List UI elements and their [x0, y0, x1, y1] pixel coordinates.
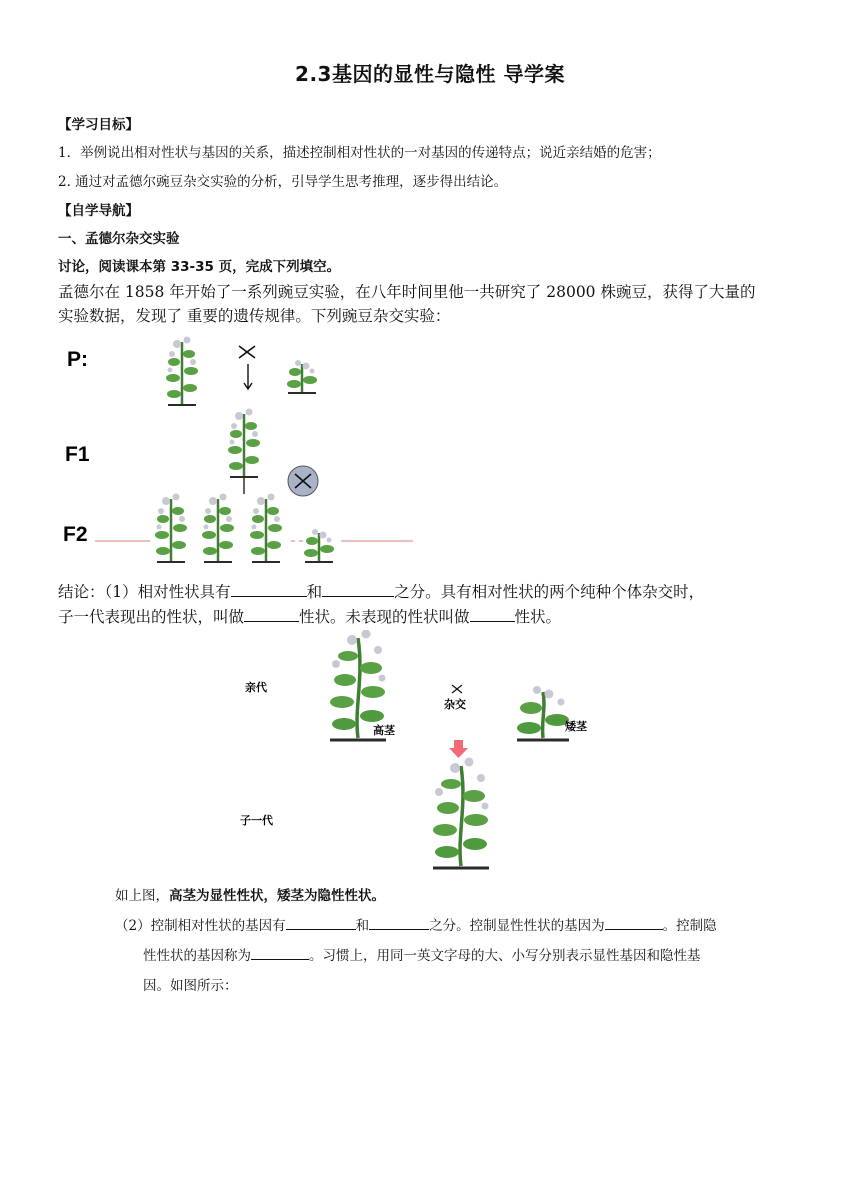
- q2-text-c: 之分。控制显性性状的基因为: [429, 918, 605, 934]
- cross-mark-p: [239, 346, 255, 358]
- f2-dwarf-plant: [304, 529, 334, 562]
- blank-6[interactable]: [369, 914, 429, 930]
- conclusion-text-d: 子一代表现出的性状，叫做: [58, 608, 245, 626]
- f1-tall-plant: [228, 409, 260, 478]
- self-cross-icon: [288, 466, 318, 496]
- note-prefix: 如上图，: [115, 888, 169, 904]
- q2-text-b: 和: [355, 918, 370, 934]
- tall-short-figure: [225, 630, 625, 875]
- q2-text-e: 性性状的基因称为: [143, 948, 251, 964]
- parent-label: 亲代: [245, 681, 267, 694]
- pink-down-arrow-icon: [449, 740, 468, 758]
- conclusion-text-a: 结论：（1）相对性状具有: [58, 583, 231, 601]
- conclusion-text-c: 之分。具有相对性状的两个纯种个体杂交时，: [394, 583, 705, 601]
- q2-line-2: [143, 944, 701, 964]
- label-f2: F2: [63, 523, 88, 546]
- conclusion-text-b: 和: [306, 583, 323, 601]
- conclusion-line-1: [58, 580, 704, 604]
- short-label: 矮茎: [565, 720, 587, 733]
- note-line: [115, 884, 385, 904]
- offspring-label: 子一代: [240, 814, 273, 827]
- blank-5[interactable]: [286, 914, 356, 930]
- q2-line-1: [115, 914, 717, 934]
- pea-cross-figure: [55, 328, 425, 568]
- nav-heading: 【自学导航】: [58, 203, 139, 219]
- page-title: 2.3基因的显性与隐性 导学案: [295, 62, 565, 86]
- tall-label: 高茎: [373, 724, 395, 737]
- label-f1: F1: [65, 443, 90, 466]
- intro-line-2: 实验数据，发现了 重要的遗传规律。下列豌豆杂交实验：: [58, 307, 451, 325]
- goal-1: 1．举例说出相对性状与基因的关系，描述控制相对性状的一对基因的传递特点；说近亲结婚的危害；: [58, 145, 661, 161]
- goal-2: 2. 通过对孟德尔豌豆杂交实验的分析，引导学生思考推理，逐步得出结论。: [58, 174, 508, 190]
- q2-text-a: （2）控制相对性状的基因有: [115, 918, 286, 934]
- q2-line-3: 因。如图所示：: [143, 978, 238, 994]
- blank-8[interactable]: [251, 944, 309, 960]
- conclusion-line-2: [58, 605, 561, 629]
- conclusion-text-e: 性状。未表现的性状叫做: [299, 608, 470, 626]
- blank-1[interactable]: [231, 581, 307, 597]
- cross-label: 杂交: [444, 698, 466, 711]
- blank-7[interactable]: [605, 914, 663, 930]
- f2-tall-plant-1: [155, 494, 187, 563]
- note-bold: 高茎为显性性状，矮茎为隐性性状。: [169, 888, 385, 904]
- cross-mark-2: [452, 685, 462, 693]
- p-dwarf-plant: [287, 360, 317, 393]
- p-tall-plant: [166, 337, 198, 406]
- q2-text-d: 。控制隐: [662, 918, 717, 934]
- blank-3[interactable]: [244, 606, 299, 622]
- label-p: P:: [67, 348, 88, 371]
- short-parent-plant: [517, 686, 569, 740]
- q2-text-f: 。习惯上，用同一英文字母的大、小写分别表示显性基因和隐性基: [309, 948, 701, 964]
- conclusion-text-f: 性状。: [514, 608, 562, 626]
- part1-heading: 一、孟德尔杂交实验: [58, 231, 180, 247]
- offspring-tall-plant: [433, 758, 489, 869]
- goals-heading: 【学习目标】: [58, 117, 139, 133]
- intro-line-1: 孟德尔在 1858 年开始了一系列豌豆实验，在八年时间里他一共研究了 28000 株豌豆，获得了大量的: [58, 283, 756, 301]
- blank-2[interactable]: [322, 581, 394, 597]
- discussion-line: 讨论，阅读课本第 33-35 页，完成下列填空。: [58, 259, 341, 275]
- f2-tall-plant-3: [250, 494, 282, 563]
- f2-tall-plant-2: [202, 494, 234, 563]
- blank-4[interactable]: [470, 606, 515, 622]
- down-arrow-icon: [244, 364, 252, 389]
